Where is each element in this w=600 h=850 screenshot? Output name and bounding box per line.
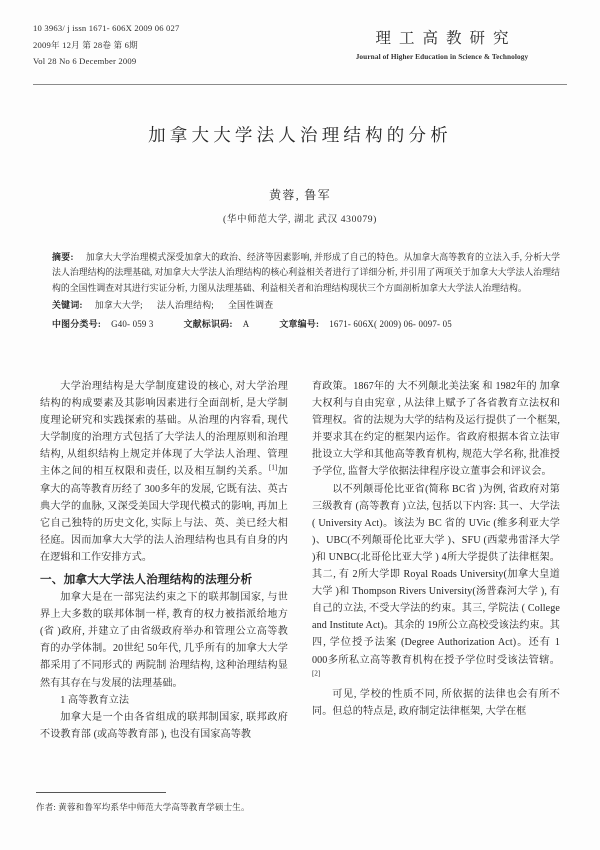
right-paragraph-2-text: 以不列颠哥伦比亚省(简称 BC省 )为例, 省政府对第三级教育 (高等教育 )立法, 包括以下内容: 其一、大学法 ( University Act)。该法为 BC 省的 UVic (维多利亚大学 )、UBC(不列颠哥伦比亚大学 )、SFU (西蒙弗雷泽大学 )和 UNBC(北哥伦比亚大学 ) 4所大学提供了法律框架。其二, 有 2所大学即 Royal Roads University(加拿大皇道大学 )和 Thompson Rivers University(汤普森河大学 ), 有自己的立法, 不受大学法的约束。其三, 学院法 ( College and Institute Act)。其余的 19所公立高校受该法约束。其四, 学位授予法案 (Degree Authorization Act)。还有 1 000多所私立高等教育机构在授予学位时受该法管辖。: [312, 483, 560, 666]
keyword-item-3: 全国性调查: [227, 300, 274, 311]
left-paragraph-1-text: 大学治理结构是大学制度建设的核心, 对大学治理结构的构成要素及其影响因素进行全面剖析, 是大学制度理论研究和实践探索的基础。从治理的内容看, 现代大学制度的治理方式包括了大学法人的治理原则和治理结构, 从组织结构上规定并体现了大学法人治理、管理主体之间的相互权限和责任, 以及相互制约关系。: [40, 381, 288, 478]
clc-value: G40- 059 3: [111, 318, 154, 329]
author-affiliation: (华中师范大学, 湖北 武汉 430079): [223, 214, 377, 225]
article-id-segment: [279, 319, 452, 329]
journal-title-en: Journal of Higher Education in Science & Technology: [355, 52, 529, 61]
clc-label: 中图分类号:: [52, 318, 102, 329]
footnote-text: 作者: 黄蓉和鲁军均系华中师范大学高等教育学硕士生。: [36, 802, 250, 812]
classification-line: [52, 317, 560, 332]
abstract-paragraph: [52, 250, 560, 296]
doc-code-label: 文献标识码:: [183, 318, 233, 329]
column-left: [40, 378, 288, 743]
reference-marker-1: [1]: [268, 464, 278, 473]
journal-title-cn: 理工高教研究: [375, 29, 517, 47]
body-columns: [40, 378, 560, 773]
footnote-divider: [36, 792, 166, 793]
subsection-heading-1: 1 高等教育立法: [60, 694, 130, 706]
left-paragraph-1: [40, 378, 288, 566]
keywords-line: [52, 298, 560, 313]
doc-code-value: A: [242, 318, 250, 329]
masthead-right-block: [317, 26, 567, 61]
doi-line: 10 3963/ j issn 1671- 606X 2009 06 027: [33, 23, 180, 33]
left-paragraph-1-continued: 加拿大的高等教育历经了 300多年的发展, 它既有法、英古典大学的血脉, 又深受美国大学现代模式的影响, 再加上它自己独特的历史文化, 实际上与法、英、美已经大相径庭。因而加拿大大学的法人治理结构也具有自身的内在逻辑和工作安排方式。: [40, 466, 288, 563]
right-paragraph-2: [312, 481, 560, 686]
right-paragraph-3: 可见, 学校的性质不同, 所依据的法律也会有所不同。但总的特点是, 政府制定法律框架, 大学在框: [312, 688, 560, 717]
page-title: 加拿大大学法人治理结构的分析: [148, 126, 452, 146]
abstract-text: 加拿大大学治理模式深受加拿大的政治、经济等因素影响, 并形成了自己的特色。从加拿大高等教育的立法入手, 分析大学法人治理结构的法理基础, 对加拿大大学法人治理结构的核心利益相关者进行了详细分析, 并引用了两项关于加拿大大学法人治理结构的全国性调查对其进行实证分析, 力图从法理基础、利益相关者和治理结构现状三个方面剖析加拿大大学法人治理结构。: [52, 252, 560, 293]
doc-code-segment: [184, 319, 250, 329]
author-list: 黄蓉, 鲁军: [269, 188, 331, 202]
section-heading-1: 一、加拿大大学法人治理结构的法理分析: [40, 572, 253, 587]
column-right: [312, 378, 560, 720]
left-paragraph-2: 加拿大是在一部宪法约束之下的联邦制国家, 与世界上大多数的联邦体制一样, 教育的权力被指派给地方(省 )政府, 并建立了由省级政府举办和管理公立高等教育的办学体制。20世纪 50年代, 几乎所有的加拿大大学都采用了不同形式的 两院制 治理结构, 这种治理结构显然有其存在与发展的法理基础。: [40, 592, 288, 689]
left-paragraph-3: 加拿大是一个由各省组成的联邦制国家, 联邦政府不设教育部 (或高等教育部 ), 也没有国家高等教: [40, 711, 288, 740]
abstract-block: [52, 250, 560, 332]
clc-segment: [52, 319, 154, 329]
article-id-value: 1671- 606X( 2009) 06- 0097- 05: [329, 318, 452, 329]
keywords-label: 关键词:: [52, 300, 83, 311]
header-divider: [33, 84, 567, 85]
abstract-label: 摘要:: [52, 252, 74, 262]
keyword-item-2: 法人治理结构;: [156, 300, 214, 311]
reference-marker-2: [2]: [312, 669, 321, 678]
article-id-label: 文章编号:: [279, 318, 320, 329]
issue-line-cn: 2009年 12月 第 28卷 第 6期: [33, 39, 138, 50]
masthead-left-block: [33, 20, 180, 70]
keyword-item-1: 加拿大大学;: [94, 300, 143, 311]
right-paragraph-1: 育政策。1867年的 大不列颠北美法案 和 1982年的 加拿大权利与自由宪章 , 从法律上赋予了各省教育立法权和管理权。省的法规为大学的结构及运行提供了一个框架, 并要求其在约定的框架内运作。省政府根据本省立法审批设立大学和其他高等教育机构, 规范大学名称, 批准授予学位, 监督大学依据法律程序设立董事会和评议会。: [312, 381, 560, 478]
issue-line-en: Vol 28 No 6 December 2009: [33, 56, 137, 66]
masthead: [33, 20, 567, 82]
